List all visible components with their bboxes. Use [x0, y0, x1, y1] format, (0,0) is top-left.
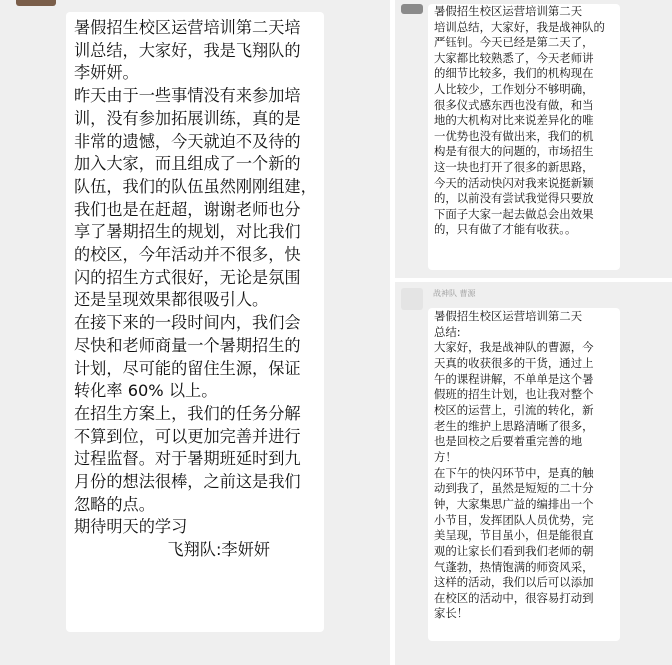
right-top-chat-panel — [395, 0, 672, 278]
message-line: 大家好，我是战神队的曹源，今 — [434, 340, 594, 355]
avatar[interactable] — [16, 0, 56, 6]
message-line: 在接下来的一段时间内，我们会 — [74, 313, 301, 333]
message-line: 美呈现，节目虽小，但是能很直 — [434, 528, 594, 543]
message-line: 一优势也没有做出来，我们的机 — [434, 128, 594, 143]
message-line: 在校区的活动中，很容易打动到 — [434, 590, 594, 605]
message-line: 人比较少，工作划分不够明确， — [434, 81, 594, 96]
message-line: 观的让家长们看到我们老师的朝 — [434, 543, 594, 558]
message-line: 家长！ — [434, 606, 469, 621]
message-line: 计划，尽可能的留住生源，保证 — [74, 358, 301, 378]
message-line: 队伍，我们的队伍虽然刚刚组建， — [74, 176, 317, 196]
message-line: 这样的活动，我们以后可以添加 — [434, 575, 594, 590]
right-top-message-bubble — [428, 4, 620, 270]
message-line: 动到我了，虽然是短短的二十分 — [434, 481, 594, 496]
message-line: 大家都比较熟悉了，今天老师讲 — [434, 50, 594, 65]
message-line: 暑假招生校区运营培训第二天 — [434, 4, 583, 18]
sender-name: 战神队 曹源 — [433, 289, 476, 298]
avatar[interactable] — [401, 288, 423, 310]
message-line: 在招生方案上，我们的任务分解 — [74, 403, 301, 423]
message-line: 暑假招生校区运营培训第二天培 — [74, 18, 301, 37]
message-line: 过程监督。对于暑期班延时到九 — [74, 449, 301, 469]
message-line: 构是有很大的问题的，市场招生 — [434, 144, 594, 159]
message-line: 的，以前没有尝试我觉得只要放 — [434, 191, 594, 206]
message-line: 严钰钊。今天已经是第二天了， — [434, 35, 594, 50]
message-line: 不算到位，可以更加完善并进行 — [74, 426, 301, 446]
message-line: 假班的招生计划，也让我对整个 — [434, 387, 594, 402]
message-line: 培训总结，大家好，我是战神队的 — [434, 19, 605, 34]
message-line: 的，只有做了才能有收获。。 — [434, 222, 577, 237]
message-line: 下面子大家一起去做总会出效果 — [434, 206, 594, 221]
message-line: 方！ — [434, 449, 457, 464]
message-line: 享了暑期招生的规划，对比我们 — [74, 222, 301, 242]
message-line: 尽快和老师商量一个暑期招生的 — [74, 335, 301, 355]
signature: 飞翔队:李妍妍 — [167, 540, 270, 560]
message-line: 训，没有参加拓展训练，真的是 — [74, 108, 301, 128]
message-line: 忽略的点。 — [74, 494, 155, 514]
message-line: 转化率 60% 以上。 — [74, 381, 218, 401]
message-line: 李妍妍。 — [74, 63, 139, 83]
message-line: 很多仪式感东西也没有做，和当 — [434, 97, 594, 112]
message-line: 非常的遗憾，今天就迫不及待的 — [74, 131, 301, 151]
message-line: 加入大家，而且组成了一个新的 — [74, 154, 301, 174]
message-line: 天真的收获很多的干货，通过上 — [434, 355, 594, 370]
message-line: 校区的运营上，引流的转化，新 — [434, 402, 594, 417]
message-line: 暑假招生校区运营培训第二天 — [434, 309, 583, 323]
message-line: 在下午的快闪环节中，是真的触 — [434, 465, 594, 480]
right-bottom-message-bubble — [428, 308, 620, 641]
message-line: 我们也是在赶超，谢谢老师也分 — [74, 199, 301, 219]
left-message-bubble — [66, 12, 324, 632]
message-line: 闪的招生方式很好，无论是氛围 — [74, 267, 301, 287]
message-line: 月份的想法很棒，之前这是我们 — [74, 472, 301, 492]
message-line: 训总结，大家好，我是飞翔队的 — [74, 40, 301, 60]
message-line: 也是回校之后要着重完善的地 — [434, 434, 583, 449]
message-line: 的细节比较多，我们的机构现在 — [434, 66, 594, 81]
avatar[interactable] — [401, 4, 423, 14]
message-line: 总结: — [434, 324, 461, 339]
message-line: 昨天由于一些事情没有来参加培 — [74, 86, 301, 106]
message-line: 午的课程讲解，不单单是这个暑 — [434, 371, 594, 386]
message-line: 今天的活动快闪对我来说挺新颖 — [434, 175, 594, 190]
message-line: 期待明天的学习 — [74, 517, 188, 537]
message-line: 钟，大家集思广益的编排出一个 — [434, 496, 594, 511]
message-line: 气蓬勃，热情饱满的师资风采， — [434, 559, 594, 574]
message-line: 还是呈现效果都很吸引人。 — [74, 290, 269, 310]
message-line: 这一块也打开了很多的新思路， — [434, 159, 594, 174]
message-line: 老生的维护上思路清晰了很多， — [434, 418, 594, 433]
message-line: 的校区，今年活动并不很多，快 — [74, 245, 301, 265]
message-line: 小节目，发挥团队人员优势，完 — [434, 512, 594, 527]
message-line: 地的大机构对比来说差异化的唯 — [434, 113, 594, 128]
right-bottom-chat-panel — [395, 282, 672, 665]
